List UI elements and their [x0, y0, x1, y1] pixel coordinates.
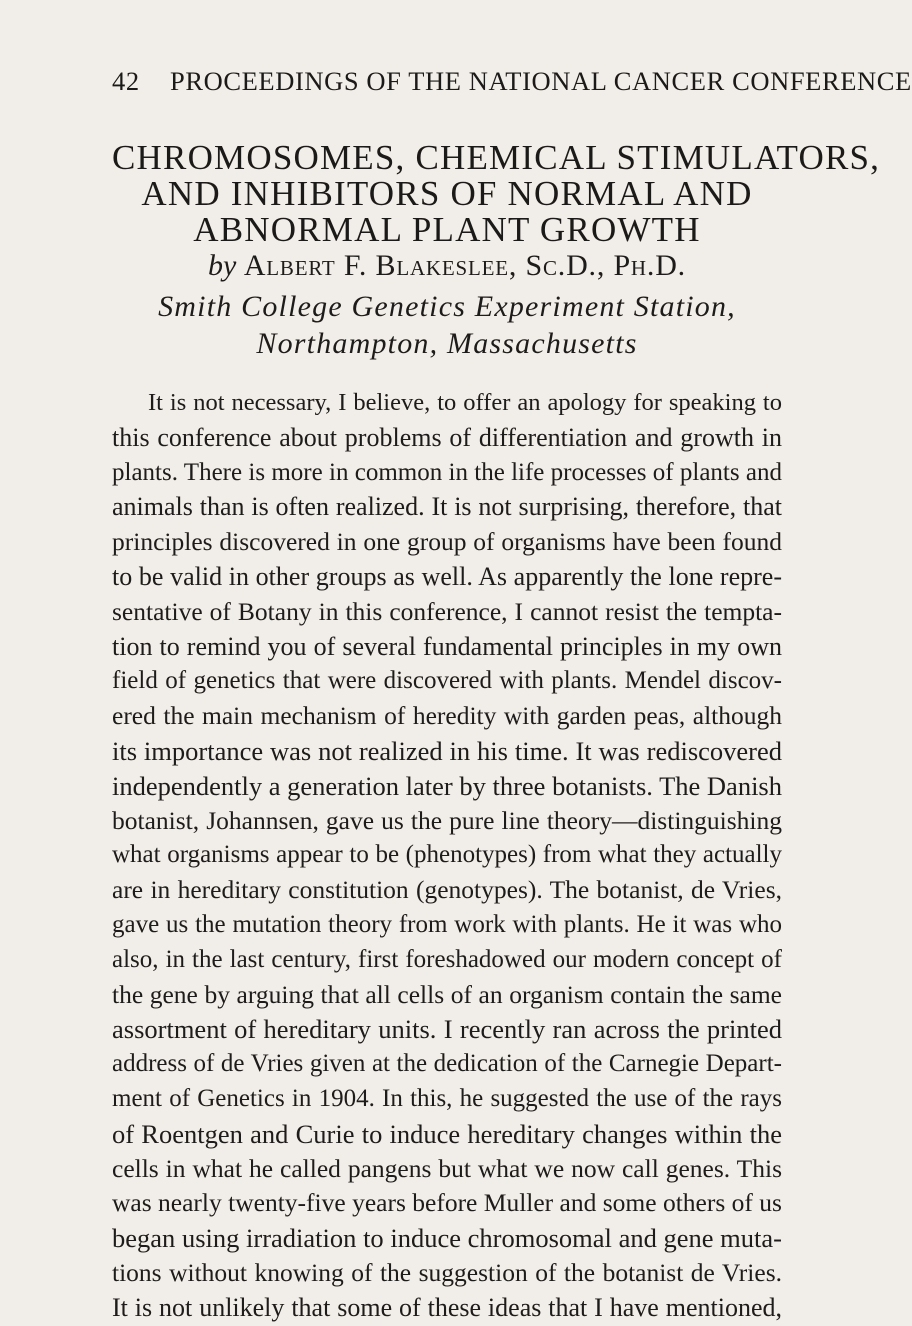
text-line: gave us the mutation theory from work with plants. He it was who	[112, 910, 782, 938]
text-line: also, in the last century, first foreshadowed our modern concept of	[112, 945, 782, 973]
title-line: CHROMOSOMES, CHEMICAL STIMULATORS,	[112, 138, 881, 177]
page-number: 42	[112, 66, 140, 96]
text-line: the gene by arguing that all cells of an organism contain the same	[112, 979, 782, 1009]
affiliation	[112, 288, 782, 362]
text-line: animals than is often realized. It is not surprising, therefore, that	[112, 492, 782, 522]
text-line: began using irradiation to induce chromosomal and gene muta-	[112, 1223, 782, 1254]
text-line: what organisms appear to be (phenotypes) from what they actually	[112, 841, 782, 869]
byline-prefix: by	[208, 249, 237, 282]
text-line: was nearly twenty-five years before Muller and some others of us	[112, 1188, 782, 1218]
text-line: tions without knowing of the suggestion of the botanist de Vries.	[112, 1257, 782, 1287]
text-line: It is not necessary, I believe, to offer an apology for speaking to	[148, 389, 782, 416]
text-line: principles discovered in one group of organisms have been found	[112, 527, 782, 557]
text-line: are in hereditary constitution (genotypes). The botanist, de Vries,	[112, 875, 782, 905]
text-line: independently a generation later by three botanists. The Danish	[112, 770, 782, 801]
text-line: sentative of Botany in this conference, I cannot resist the tempta-	[112, 596, 782, 626]
title-line: ABNORMAL PLANT GROWTH	[193, 210, 701, 249]
byline	[112, 248, 782, 284]
text-line: plants. There is more in common in the life processes of plants and	[112, 458, 782, 486]
affiliation-line: Northampton, Massachusetts	[256, 327, 638, 360]
text-line: botanist, Johannsen, gave us the pure line theory—distinguishing	[112, 805, 782, 835]
text-line: address of de Vries given at the dedication of the Carnegie Depart-	[112, 1050, 782, 1078]
text-line: It is not unlikely that some of these ideas that I have mentioned,	[112, 1292, 782, 1322]
author-name: Albert F. Blakeslee, Sc.D., Ph.D.	[243, 249, 686, 282]
text-line: tion to remind you of several fundamental principles in my own	[112, 631, 782, 661]
text-line: ment of Genetics in 1904. In this, he suggested the use of the rays	[112, 1084, 782, 1112]
running-head	[112, 66, 912, 98]
text-line: of Roentgen and Curie to induce hereditary changes within the	[112, 1118, 782, 1149]
affiliation-line: Smith College Genetics Experiment Station,	[158, 290, 736, 323]
text-line: assortment of hereditary units. I recently ran across the printed	[112, 1014, 782, 1045]
body-paragraph	[112, 386, 782, 1326]
text-line: this conference about problems of differentiation and growth in	[112, 422, 782, 452]
article-title	[112, 138, 881, 249]
text-line: to be valid in other groups as well. As apparently the lone repre-	[112, 561, 782, 591]
text-line: its importance was not realized in his time. It was rediscovered	[112, 735, 782, 766]
text-line: field of genetics that were discovered with plants. Mendel discov-	[112, 667, 782, 695]
text-line: ered the main mechanism of heredity with garden peas, although	[112, 701, 782, 731]
text-line: cells in what he called pangens but what we now call genes. This	[112, 1153, 782, 1183]
running-head-title: PROCEEDINGS OF THE NATIONAL CANCER CONFERENCE	[170, 66, 912, 96]
title-line: AND INHIBITORS OF NORMAL AND	[141, 174, 753, 213]
